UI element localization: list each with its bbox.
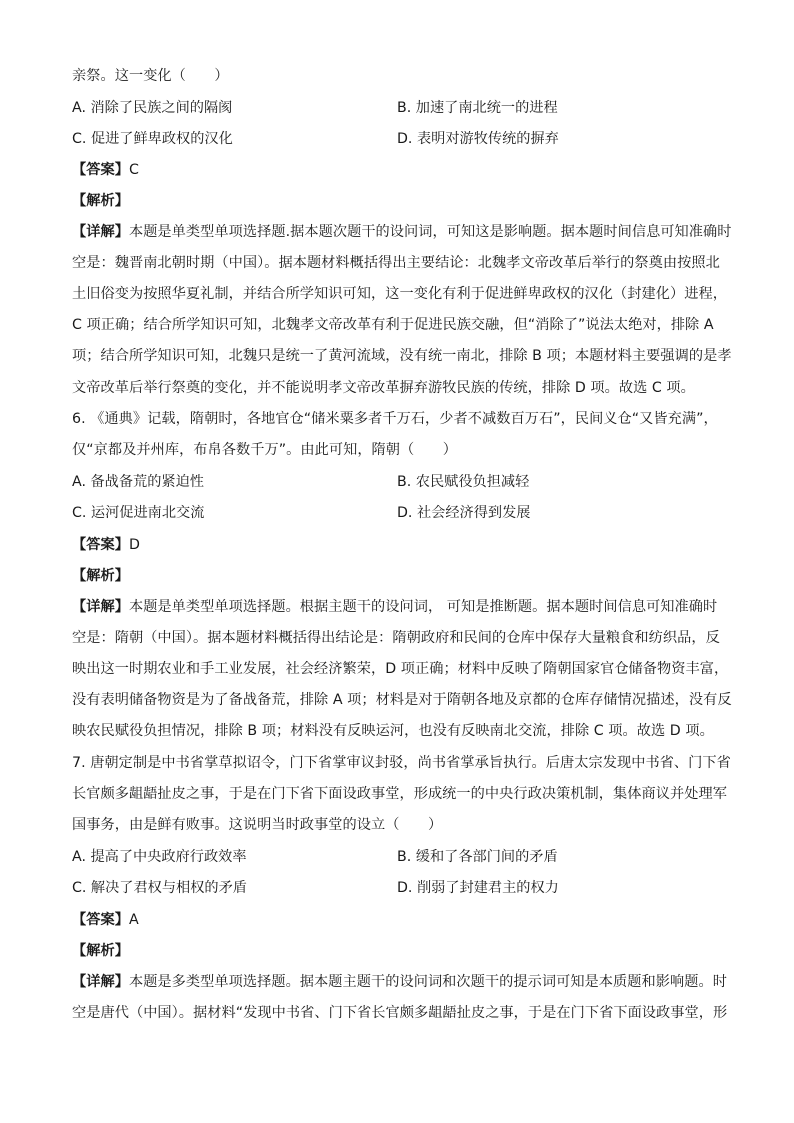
- q5-detail-line: 项；结合所学知识可知，北魏只是统一了黄河流域，没有统一南北，排除 B 项；本题材料主要强调的是孝: [72, 348, 732, 364]
- q5-option-c: C. 促进了鲜卑政权的汉化: [72, 131, 233, 147]
- q7-option-c: C. 解决了君权与相权的矛盾: [72, 880, 247, 896]
- q5-detail-line: C 项正确；结合所学知识可知，北魏孝文帝改革有利于促进民族交融，但“消除了”说法太绝对，排除 A: [72, 317, 714, 333]
- answer-tag: 【答案】: [72, 537, 129, 553]
- q5-detail-line: [72, 222, 732, 242]
- q5-answer: [72, 160, 139, 180]
- q7-option-d: D. 削弱了封建君主的权力: [397, 880, 559, 896]
- q5-detail-line: 土旧俗变为按照华夏礼制，并结合所学知识可知，这一变化有利于促进鲜卑政权的汉化（封建化）进程，: [72, 286, 727, 302]
- q6-detail-line: 映出这一时期农业和手工业发展，社会经济繁荣，D 项正确；材料中反映了隋朝国家官仓储备物资丰富，: [72, 661, 729, 677]
- q7-option-b: B. 缓和了各部门间的矛盾: [397, 849, 558, 865]
- q6-detail-line: [72, 597, 717, 617]
- q7-detail-line: 空是唐代（中国）。据材料“发现中书省、门下省长官颇多龃龉扯皮之事，于是在门下省下面设政事堂，形: [72, 1005, 728, 1021]
- detail-text: 本题是单类型单项选择题。根据主题干的设问词， 可知是推断题。据本题时间信息可知准确时: [128, 599, 718, 615]
- answer-tag: 【答案】: [72, 162, 129, 178]
- q5-analysis-tag: 【解析】: [72, 193, 129, 209]
- q6-analysis-tag: 【解析】: [72, 568, 129, 584]
- answer-value: A: [128, 912, 139, 928]
- q7-option-a: A. 提高了中央政府行政效率: [72, 849, 247, 865]
- q5-option-a: A. 消除了民族之间的隔阂: [72, 100, 233, 116]
- q5-option-b: B. 加速了南北统一的进程: [397, 100, 558, 116]
- q7-detail-line: [72, 972, 727, 992]
- q6-option-c: C. 运河促进南北交流: [72, 505, 205, 521]
- q5-stem-tail: 亲祭。这一变化（ ）: [72, 68, 229, 84]
- detail-text: 本题是单类型单项选择题.据本题次题干的设问词，可知这是影响题。据本题时间信息可知准确时: [128, 224, 732, 240]
- answer-tag: 【答案】: [72, 912, 129, 928]
- q6-stem-line: 仅“京都及并州库，布帛各数千万”。由此可知，隋朝（ ）: [72, 442, 457, 458]
- q7-stem-line: 国事务，由是鲜有败事。这说明当时政事堂的设立（ ）: [72, 817, 443, 833]
- q7-answer: [72, 910, 139, 930]
- q6-stem-line: 6. 《通典》记载，隋朝时，各地官仓“储米粟多者千万石，少者不减数百万石”，民间义仓“又皆充满”，: [72, 411, 718, 427]
- q6-option-b: B. 农民赋役负担减轻: [397, 474, 530, 490]
- q5-option-d: D. 表明对游牧传统的摒弃: [397, 131, 559, 147]
- q7-analysis-tag: 【解析】: [72, 943, 129, 959]
- q6-option-d: D. 社会经济得到发展: [397, 505, 531, 521]
- q6-detail-line: 空是：隋朝（中国）。据本题材料概括得出结论是：隋朝政府和民间的仓库中保存大量粮食和纺织品，反: [72, 630, 720, 646]
- detail-tag: 【详解】: [72, 974, 129, 990]
- q6-answer: [72, 535, 140, 555]
- q5-detail-line: 空是：魏晋南北朝时期（中国）。据本题材料概括得出主要结论：北魏孝文帝改革后举行的祭奠由按照北: [72, 255, 720, 271]
- q7-stem-line: 长官颇多龃龉扯皮之事，于是在门下省下面设政事堂，形成统一的中央行政决策机制，集体商议并处理军: [72, 786, 727, 802]
- detail-tag: 【详解】: [72, 224, 129, 240]
- answer-value: C: [128, 162, 139, 178]
- q6-detail-line: 映农民赋役负担情况，排除 B 项；材料没有反映运河，也没有反映南北交流，排除 C 项。故选 D 项。: [72, 723, 714, 739]
- q6-detail-line: 没有表明储备物资是为了备战备荒，排除 A 项；材料是对于隋朝各地及京都的仓库存储情况描述，没有反: [72, 692, 732, 708]
- detail-tag: 【详解】: [72, 599, 129, 615]
- detail-text: 本题是多类型单项选择题。据本题主题干的设问词和次题干的提示词可知是本质题和影响题。时: [128, 974, 727, 990]
- q5-detail-line: 文帝改革后举行祭奠的变化，并不能说明孝文帝改革摒弃游牧民族的传统，排除 D 项。故选 C 项。: [72, 380, 695, 396]
- q6-option-a: A. 备战备荒的紧迫性: [72, 474, 204, 490]
- q7-stem-line: 7. 唐朝定制是中书省掌草拟诏令，门下省掌审议封驳，尚书省掌承旨执行。后唐太宗发现中书省、门下省: [72, 755, 731, 771]
- answer-value: D: [128, 537, 140, 553]
